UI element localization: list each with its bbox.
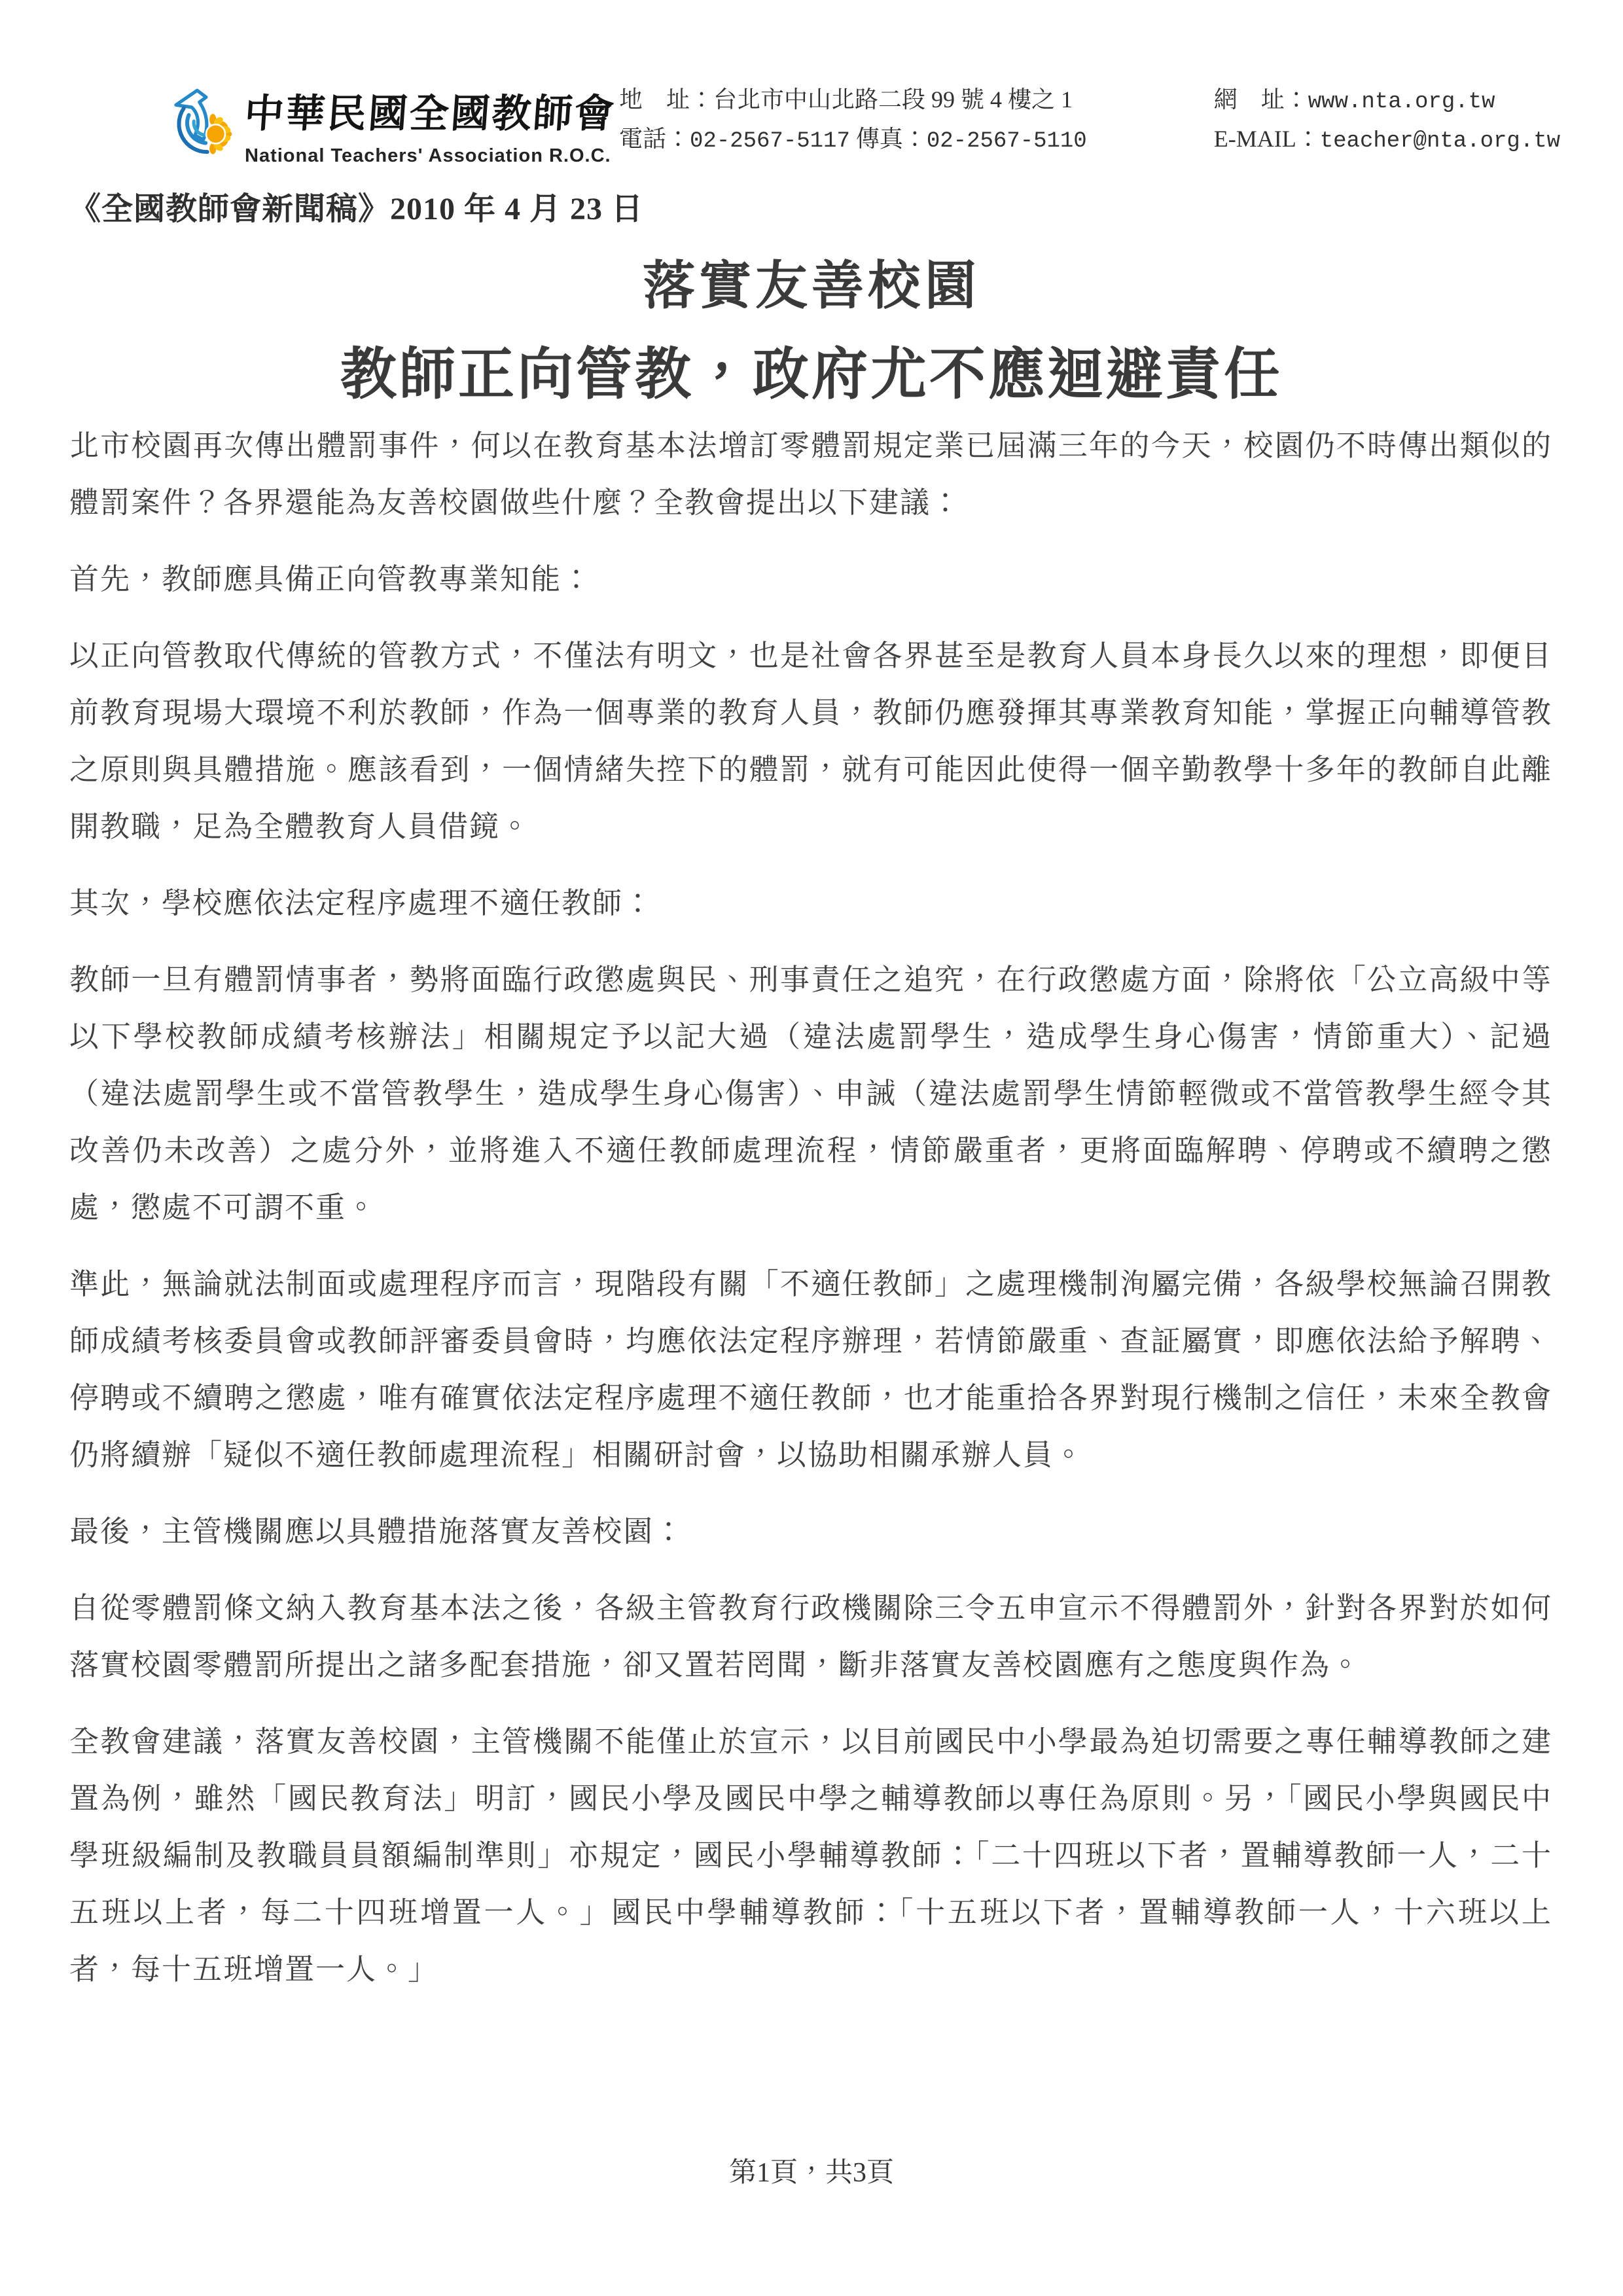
document-title: 落實友善校園 (643, 258, 980, 315)
paragraph-intro: 北市校園再次傳出體罰事件，何以在教育基本法增訂零體罰規定業已屆滿三年的今天，校園仍不時傳出類似的體罰案件？各界還能為友善校園做些什麼？全教會提出以下建議： (69, 429, 1552, 519)
document-subtitle: 教師正向管教，政府尤不應迴避責任 (340, 343, 1283, 406)
paragraph-disciplinary-actions: 教師一旦有體罰情事者，勢將面臨行政懲處與民、刑事責任之追究，在行政懲處方面，除將依「公立高級中等以下學校教師成績考核辦法」相關規定予以記大過（違法處罰學生，造成學生身心傷害，情節重大）、記過（違法處罰學生或不當管教學生，造成學生身心傷害）、申誡（違法處罰學生情節輕微或不當管教學生經令其改善仍未改善）之處分外，並將進入不適任教師處理流程，情節嚴重者，更將面臨解聘、停聘或不續聘之懲處，懲處不可謂不重。 (69, 963, 1552, 1224)
paragraph-legal-procedure: 準此，無論就法制面或處理程序而言，現階段有關「不適任教師」之處理機制洵屬完備，各級學校無論召開教師成績考核委員會或教師評審委員會時，均應依法定程序辦理，若情節嚴重、查証屬實，即應依法給予解聘、停聘或不續聘之懲處，唯有確實依法定程序處理不適任教師，也才能重拾各界對現行機制之信任，未來全教會仍將續辦「疑似不適任教師處理流程」相關研討會，以協助相關承辦人員。 (69, 1268, 1552, 1471)
email-line (1214, 124, 1560, 156)
website-value: www.nta.org.tw (1308, 90, 1495, 115)
letterhead (0, 0, 1623, 196)
nta-logo-icon (171, 79, 233, 165)
paragraph-heading-last: 最後，主管機關應以具體措施落實友善校園： (69, 1515, 685, 1548)
address-value: 台北市中山北路二段 99 號 4 樓之 1 (713, 86, 1073, 113)
paragraph-counselor-staffing: 全教會建議，落實友善校園，主管機關不能僅止於宣示，以目前國民中小學最為迫切需要之專任輔導教師之建置為例，雖然「國民教育法」明訂，國民小學及國民中學之輔導教師以專任為原則。另，「國民小學與國民中學班級編制及教職員員額編制準則」亦規定，國民小學輔導教師：「二十四班以下者，置輔導教師一人，二十五班以上者，每二十四班增置一人。」國民中學輔導教師：「十五班以下者，置輔導教師一人，十六班以上者，每十五班增置一人。」 (69, 1725, 1552, 1986)
paragraph-heading-second: 其次，學校應依法定程序處理不適任教師： (69, 887, 654, 920)
fax-value: 02-2567-5110 (926, 128, 1087, 154)
paragraph-zero-corporal-punishment: 自從零體罰條文納入教育基本法之後，各級主管教育行政機關除三令五申宣示不得體罰外，針對各界對於如何落實校園零體罰所提出之諸多配套措施，卻又置若罔聞，斷非落實友善校園應有之態度與作為。 (69, 1592, 1552, 1681)
org-name-chinese: 中華民國全國教師會 (243, 91, 618, 137)
address-line (619, 85, 1188, 117)
logo-wordmark (243, 82, 618, 167)
page-number: 第1頁，共3頁 (728, 2158, 894, 2188)
contact-info (619, 85, 1560, 155)
phone-fax-line (619, 124, 1188, 156)
paragraph-heading-first: 首先，教師應具備正向管教專業知能： (69, 563, 593, 596)
website-line (1214, 85, 1560, 117)
fax-label: 傳真： (855, 125, 927, 152)
sun-glyph (206, 114, 232, 154)
paragraph-positive-discipline: 以正向管教取代傳統的管教方式，不僅法有明文，也是社會各界甚至是教育人員本身長久以來的理想，即便目前教育現場大環境不利於教師，作為一個專業的教育人員，教師仍應發揮其專業教育知能，掌握正向輔導管教之原則與具體措施。應該看到，一個情緒失控下的體罰，就有可能因此使得一個辛勤教學十多年的教師自此離開教職，足為全體教育人員借鏡。 (69, 639, 1552, 843)
website-label: 網 址： (1213, 86, 1308, 113)
email-value: teacher@nta.org.tw (1319, 128, 1560, 154)
phone-label: 電話： (619, 125, 690, 152)
email-label: E-MAIL： (1213, 125, 1320, 152)
press-release-date-line: 《全國教師會新聞稿》2010 年 4 月 23 日 (69, 192, 644, 226)
org-name-english: National Teachers' Association R.O.C. (245, 145, 611, 166)
document-body (69, 418, 1552, 2018)
address-label: 地 址： (619, 86, 714, 113)
phone-value: 02-2567-5117 (690, 128, 850, 154)
